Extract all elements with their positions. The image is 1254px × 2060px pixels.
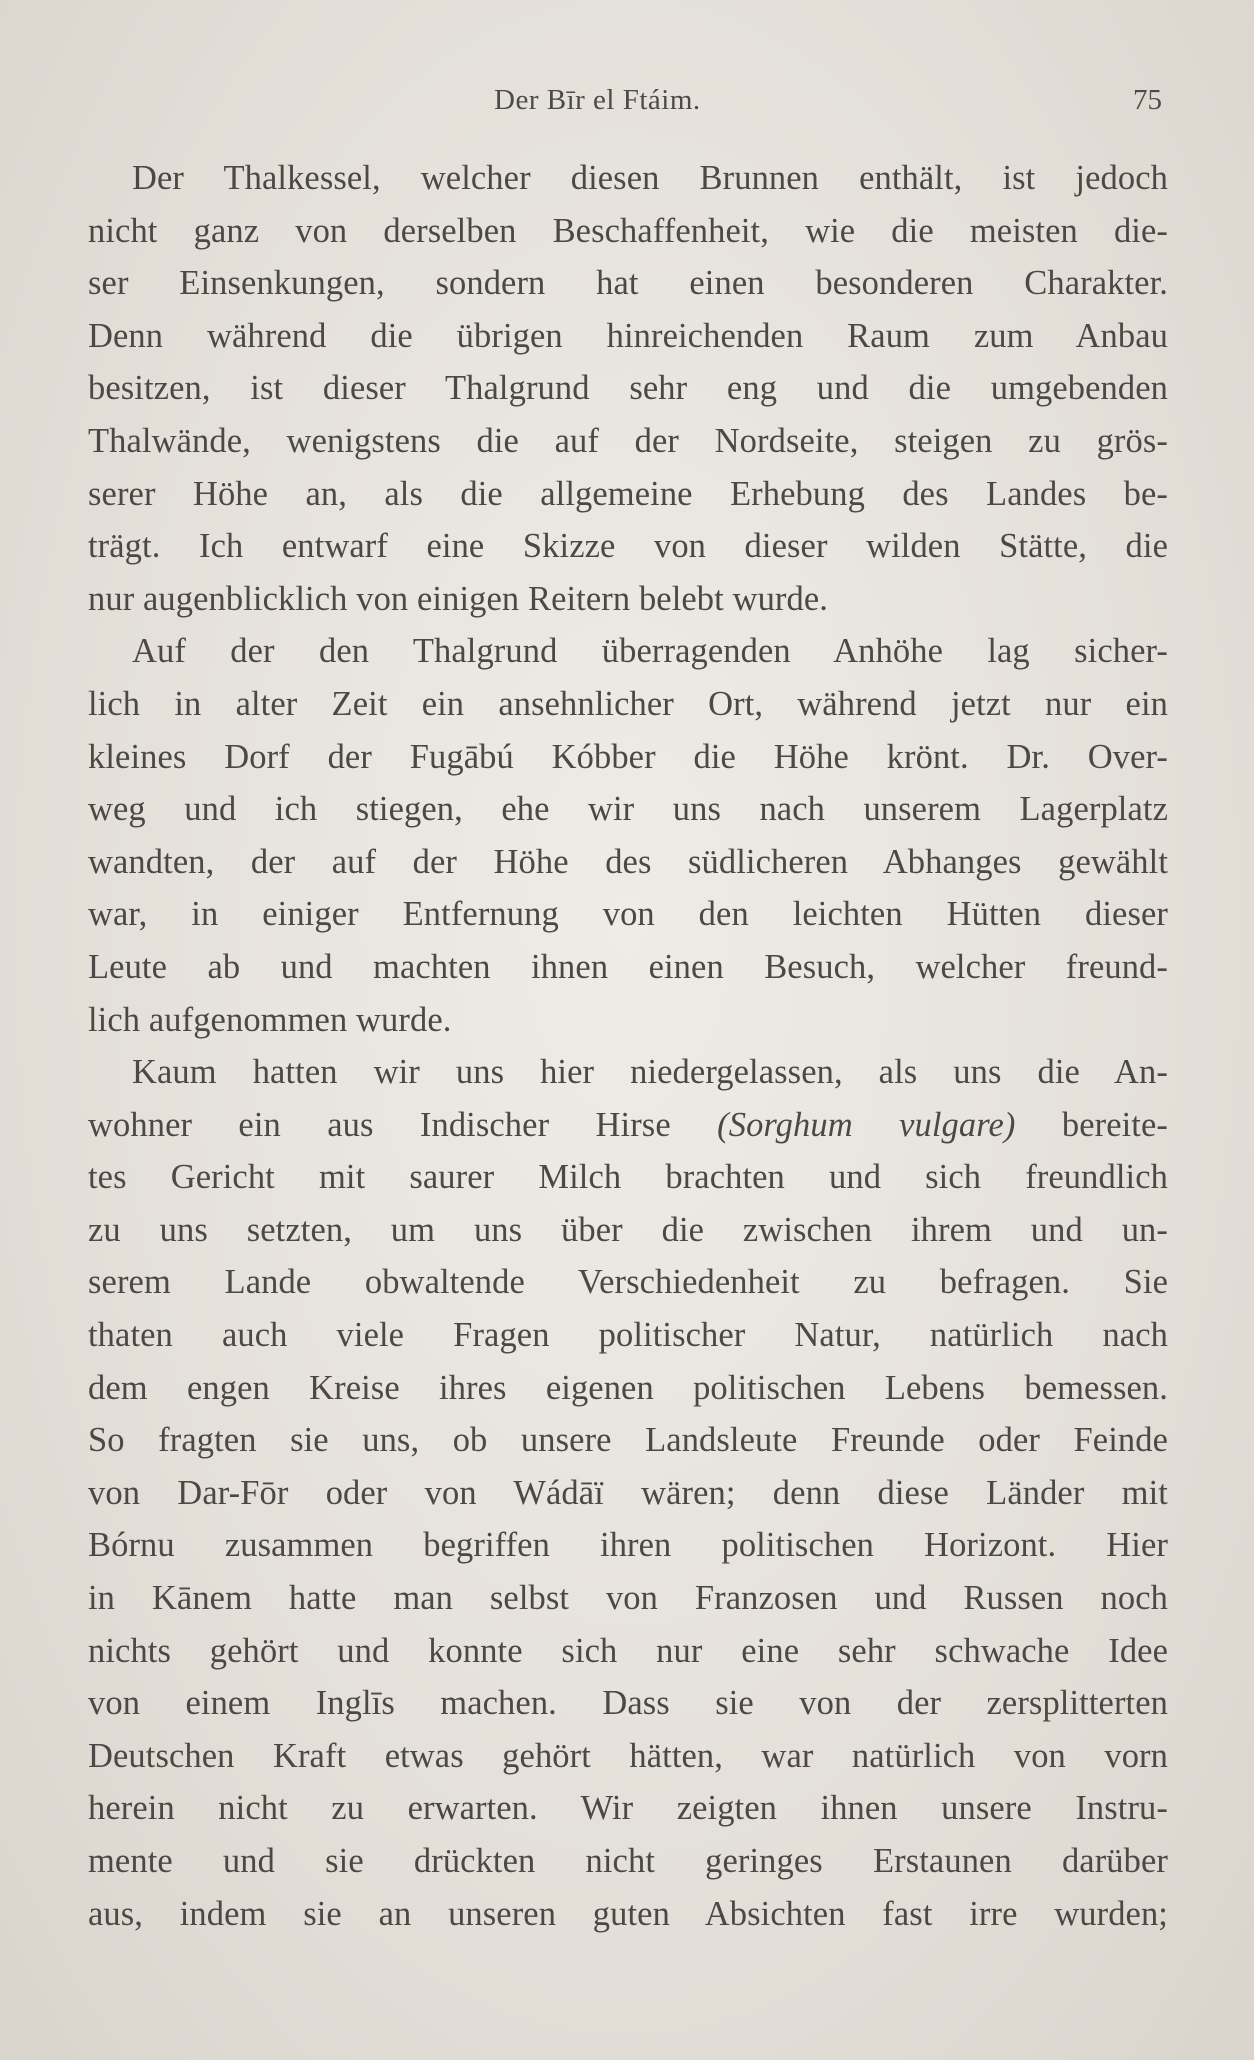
text-line: serem Lande obwaltende Verschiedenheit zu befragen. Sie (88, 1263, 1168, 1302)
text-line: Der Thalkessel, welcher diesen Brunnen enthält, ist jedoch (132, 159, 1168, 197)
text-line: Deutschen Kraft etwas gehört hätten, war natürlich von vorn (88, 1736, 1168, 1775)
page-number: 75 (1133, 84, 1162, 116)
text-line: Kaum hatten wir uns hier niedergelassen, als uns die An- (132, 1053, 1168, 1092)
paragraph-3 (88, 1046, 1168, 1940)
running-title: Der Bīr el Ftáim. (494, 84, 701, 116)
text-line: von Dar-Fōr oder von Wádāï wären; denn diese Länder mit (88, 1473, 1168, 1512)
text-line: war, in einiger Entfernung von den leichten Hütten dieser (88, 895, 1168, 934)
text-fragment: bereite- (1015, 1105, 1168, 1144)
paragraph-1 (88, 152, 1168, 625)
text-line: Denn während die übrigen hinreichenden Raum zum Anbau (88, 316, 1168, 355)
text-line: nichts gehört und konnte sich nur eine sehr schwache Idee (88, 1631, 1168, 1670)
body-text (88, 152, 1168, 1940)
species-name: (Sorghum vulgare) (717, 1105, 1016, 1144)
text-fragment: wohner ein aus Indischer Hirse (88, 1105, 718, 1144)
text-line: thaten auch viele Fragen politischer Natur, natürlich nach (88, 1316, 1168, 1355)
text-line: Auf der den Thalgrund überragenden Anhöhe lag sicher- (132, 632, 1168, 671)
text-line: So fragten sie uns, ob unsere Landsleute Freunde oder Feinde (88, 1421, 1168, 1460)
text-line: herein nicht zu erwarten. Wir zeigten ihnen unsere Instru- (88, 1789, 1168, 1828)
text-line-with-species (88, 1099, 1168, 1152)
text-line: nur augenblicklich von einigen Reitern belebt wurde. (88, 579, 829, 618)
text-line: trägt. Ich entwarf eine Skizze von dieser wilden Stätte, die (88, 527, 1168, 566)
text-line: tes Gericht mit saurer Milch brachten und sich freundlich (88, 1158, 1168, 1197)
text-line: aus, indem sie an unseren guten Absichten fast irre wurden; (88, 1894, 1168, 1933)
text-line: mente und sie drückten nicht geringes Erstaunen darüber (88, 1842, 1168, 1880)
text-line: dem engen Kreise ihres eigenen politischen Lebens bemessen. (88, 1368, 1168, 1407)
text-line: besitzen, ist dieser Thalgrund sehr eng und die umgebenden (88, 369, 1168, 408)
text-line: Bórnu zusammen begriffen ihren politischen Horizont. Hier (88, 1526, 1168, 1565)
text-line: wandten, der auf der Höhe des südlicheren Abhanges gewählt (88, 842, 1168, 881)
page-header (0, 84, 1254, 124)
text-line: weg und ich stiegen, ehe wir uns nach unserem Lagerplatz (88, 790, 1168, 829)
text-line: Thalwände, wenigstens die auf der Nordseite, steigen zu grös- (88, 421, 1168, 460)
text-line: Leute ab und machten ihnen einen Besuch, welcher freund- (88, 947, 1168, 986)
text-line: lich aufgenommen wurde. (88, 1000, 452, 1039)
text-line: ser Einsenkungen, sondern hat einen besonderen Charakter. (88, 264, 1168, 303)
text-line: von einem Inglīs machen. Dass sie von der zersplitterten (88, 1684, 1168, 1723)
paragraph-2 (88, 625, 1168, 1046)
text-line: zu uns setzten, um uns über die zwischen ihrem und un- (88, 1210, 1168, 1249)
text-line: kleines Dorf der Fugābú Kóbber die Höhe krönt. Dr. Over- (88, 737, 1168, 776)
text-line: serer Höhe an, als die allgemeine Erhebung des Landes be- (88, 474, 1168, 513)
text-line: in Kānem hatte man selbst von Franzosen und Russen noch (88, 1579, 1168, 1618)
text-line: nicht ganz von derselben Beschaffenheit, wie die meisten die- (88, 211, 1168, 250)
text-line: lich in alter Zeit ein ansehnlicher Ort, während jetzt nur ein (88, 684, 1168, 723)
